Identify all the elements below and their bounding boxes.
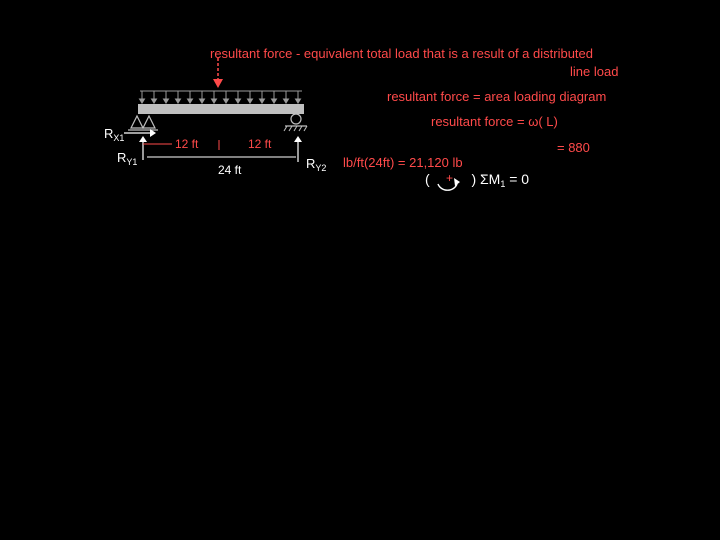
sign-convention-plus: + <box>446 171 454 185</box>
load-arrow-head <box>272 99 277 103</box>
load-arrow-head <box>164 99 169 103</box>
load-arrow-head <box>260 99 265 103</box>
reaction-x1-label: $R_{X1}$ <box>104 126 125 143</box>
definition-line2: line load <box>570 64 619 79</box>
reaction-y2-arrow <box>294 136 302 162</box>
load-arrow-head <box>176 99 181 103</box>
span-total-label: 24 ft <box>218 163 242 177</box>
load-arrow-head <box>212 99 217 103</box>
area-note: resultant force = area loading diagram <box>387 89 607 104</box>
distributed-load <box>140 91 303 103</box>
load-arrow-head <box>188 99 193 103</box>
reaction-y2-label: $R_{Y2}$ <box>306 156 327 173</box>
roller-support-right <box>284 114 307 131</box>
load-arrow-head <box>296 99 301 103</box>
load-arrow-head <box>236 99 241 103</box>
load-arrow-head <box>140 99 145 103</box>
clockwise-moment-icon <box>438 178 460 190</box>
reaction-y1-label: $R_{Y1}$ <box>117 150 138 167</box>
beam <box>138 104 304 114</box>
load-arrow-head <box>200 99 205 103</box>
load-arrow-head <box>248 99 253 103</box>
definition-line1: resultant force - equivalent total load that is a result of a distributed <box>210 46 593 61</box>
load-arrow-head <box>284 99 289 103</box>
moment-equation: ( ) $\Sigma M_1 = 0$ <box>425 171 530 189</box>
reaction-y1-arrow <box>139 136 147 160</box>
load-arrow-head <box>224 99 229 103</box>
resultant-formula: resultant force = ω( L) <box>431 114 558 129</box>
span-left-label: 12 ft <box>175 137 199 151</box>
pin-support-left <box>128 116 158 130</box>
resultant-force-arrow <box>213 58 223 88</box>
resultant-value-prefix: = 880 <box>557 140 590 155</box>
resultant-value-suffix: lb/ft(24ft) = 21,120 lb <box>343 155 463 170</box>
load-arrow-head <box>152 99 157 103</box>
span-right-label: 12 ft <box>248 137 272 151</box>
